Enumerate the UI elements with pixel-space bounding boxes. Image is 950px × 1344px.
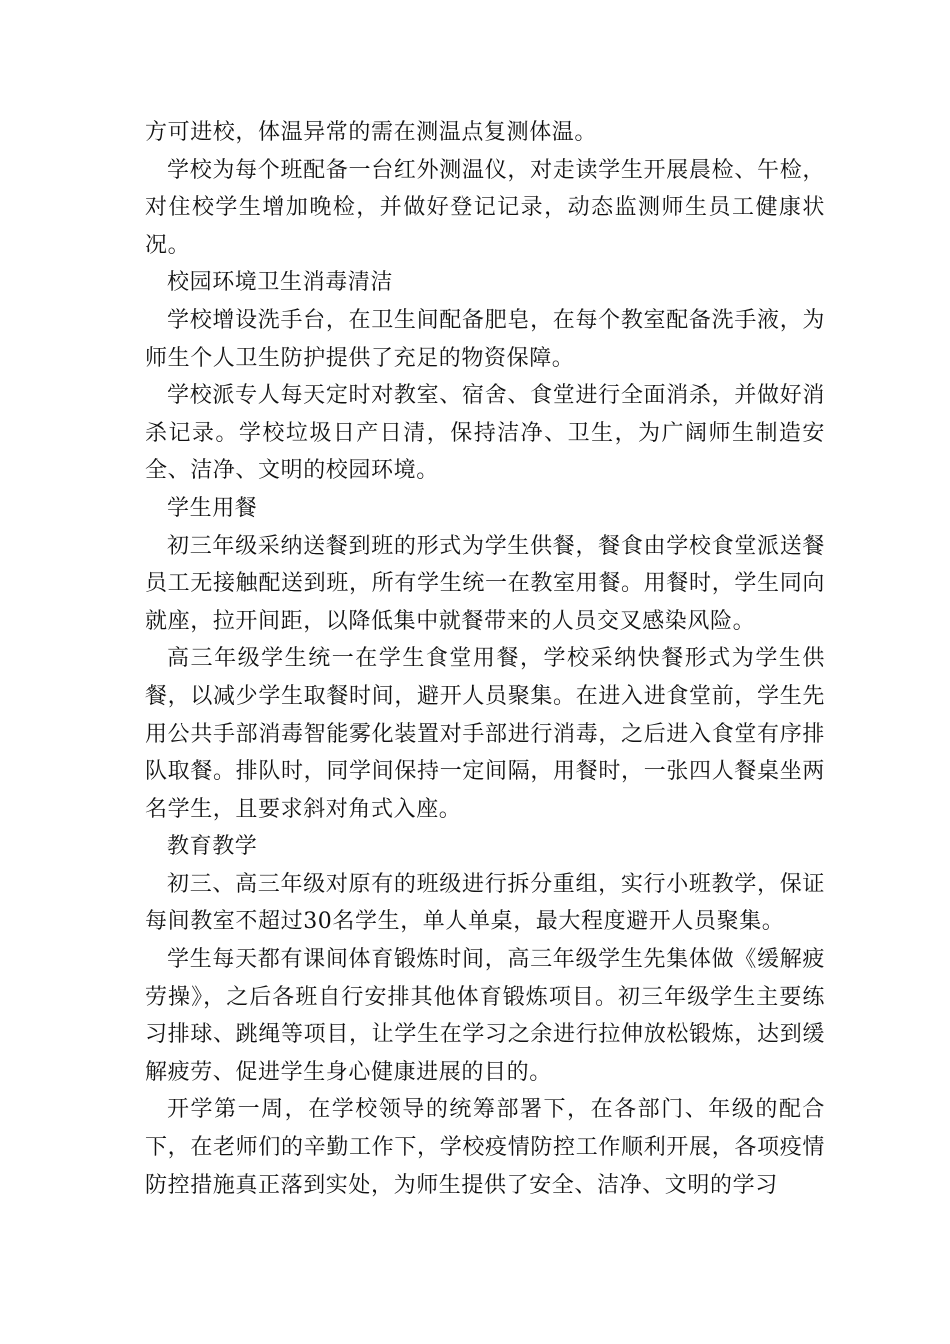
section-heading: 学生用餐 (167, 495, 258, 521)
paragraph: 初三年级采纳送餐到班的形式为学生供餐，餐食由学校食堂派送餐员工无接触配送到班，所有学生统一在教室用餐。用餐时，学生同向就座，拉开间距，以降低集中就餐带来的人员交叉感染风险。 (145, 533, 825, 634)
paragraph: 开学第一周，在学校领导的统筹部署下，在各部门、年级的配合下，在老师们的辛勤工作下，学校疫情防控工作顺利开展，各项疫情防控措施真正落到实处，为师生提供了安全、洁净、文明的学习 (145, 1097, 825, 1198)
section-heading: 校园环境卫生消毒清洁 (167, 270, 394, 296)
document-body (145, 114, 825, 1204)
section-heading: 教育教学 (167, 834, 258, 860)
paragraph: 初三、高三年级对原有的班级进行拆分重组，实行小班教学，保证每间教室不超过30名学生，单人单桌，最大程度避开人员聚集。 (145, 871, 825, 935)
paragraph: 学校增设洗手台，在卫生间配备肥皂，在每个教室配备洗手液，为师生个人卫生防护提供了充足的物资保障。 (145, 307, 825, 371)
paragraph: 学校为每个班配备一台红外测温仪，对走读学生开展晨检、午检，对住校学生增加晚检，并做好登记记录，动态监测师生员工健康状况。 (145, 157, 825, 258)
paragraph: 学生每天都有课间体育锻炼时间，高三年级学生先集体做《缓解疲劳操》，之后各班自行安排其他体育锻炼项目。初三年级学生主要练习排球、跳绳等项目，让学生在学习之余进行拉伸放松锻炼，达到缓解疲劳、促进学生身心健康进展的目的。 (145, 947, 825, 1085)
paragraph: 方可进校，体温异常的需在测温点复测体温。 (145, 120, 598, 145)
paragraph: 高三年级学生统一在学生食堂用餐，学校采纳快餐形式为学生供餐，以减少学生取餐时间，避开人员聚集。在进入进食堂前，学生先用公共手部消毒智能雾化装置对手部进行消毒，之后进入食堂有序排队取餐。排队时，同学间保持一定间隔，用餐时，一张四人餐桌坐两名学生，且要求斜对角式入座。 (145, 646, 825, 822)
paragraph: 学校派专人每天定时对教室、宿舍、食堂进行全面消杀，并做好消杀记录。学校垃圾日产日清，保持洁净、卫生，为广阔师生制造安全、洁净、文明的校园环境。 (145, 383, 825, 484)
